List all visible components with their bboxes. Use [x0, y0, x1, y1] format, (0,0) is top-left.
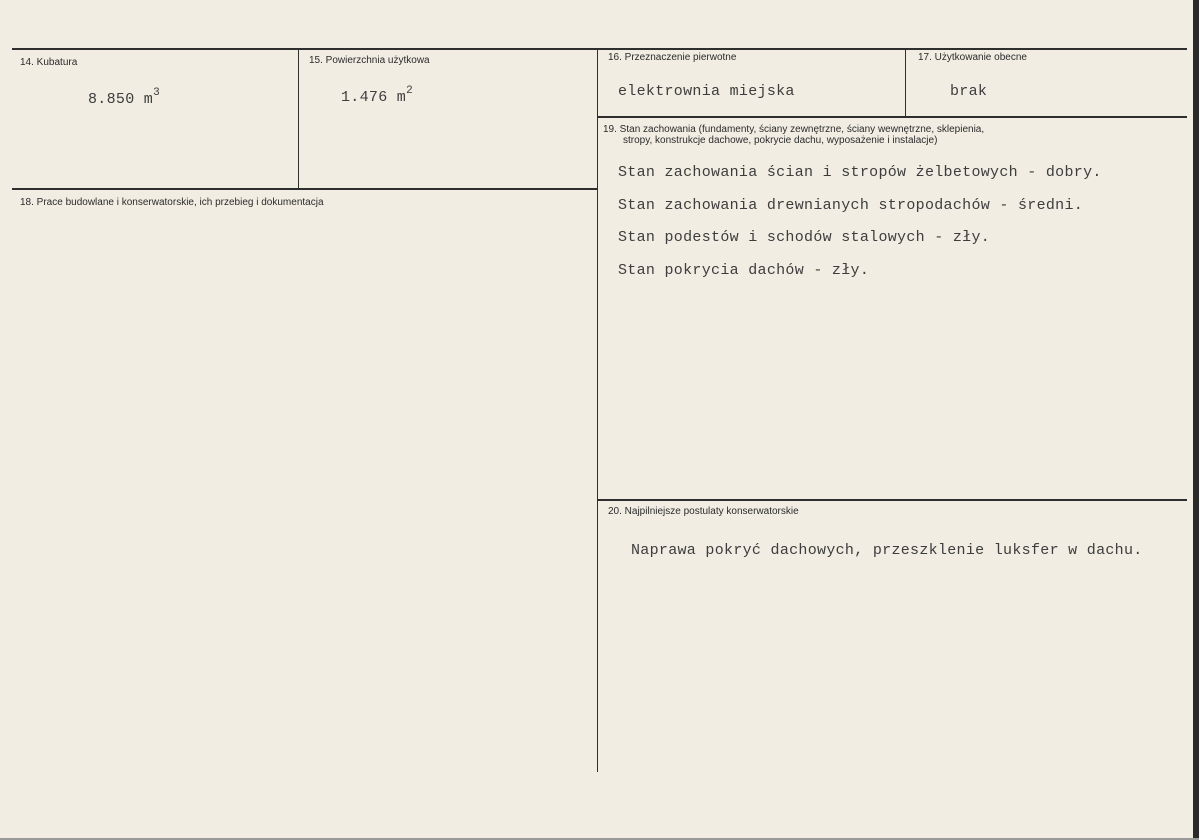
divider-16-17: [905, 48, 906, 116]
przeznaczenie-value: elektrownia miejska: [618, 83, 795, 100]
powierzchnia-value: [341, 87, 413, 106]
rule-above-20: [598, 499, 1187, 501]
przeznaczenie-label: 16. Przeznaczenie pierwotne: [608, 52, 737, 63]
powierzchnia-number: 1.476 m: [341, 89, 407, 106]
powierzchnia-exponent: 2: [406, 85, 414, 97]
stan-zachowania-label-1: 19. Stan zachowania (fundamenty, ściany zewnętrzne, ściany wewnętrzne, sklepienia,: [603, 124, 985, 135]
stan-line: Stan podestów i schodów stalowych - zły.: [618, 229, 991, 246]
kubatura-value: [88, 89, 160, 108]
kubatura-label: 14. Kubatura: [20, 57, 78, 68]
kubatura-number: 8.850 m: [88, 91, 154, 108]
kubatura-exponent: 3: [153, 87, 161, 99]
postulaty-label: 20. Najpilniejsze postulaty konserwatorskie: [608, 506, 799, 517]
stan-line: Stan zachowania drewnianych stropodachów - średni.: [618, 197, 1084, 214]
rule-above-19: [598, 116, 1187, 118]
stan-zachowania-label-2: stropy, konstrukcje dachowe, pokrycie dachu, wyposażenie i instalacje): [623, 135, 938, 146]
divider-left-right: [597, 48, 598, 772]
top-rule: [12, 48, 1187, 50]
powierzchnia-label: 15. Powierzchnia użytkowa: [309, 55, 430, 66]
stan-line: Stan pokrycia dachów - zły.: [618, 262, 870, 279]
rule-above-18: [12, 188, 598, 190]
stan-line: Stan zachowania ścian i stropów żelbetowych - dobry.: [618, 164, 1102, 181]
postulaty-value: Naprawa pokryć dachowych, przeszklenie luksfer w dachu.: [631, 542, 1143, 559]
scan-edge-right: [1193, 0, 1199, 840]
prace-label: 18. Prace budowlane i konserwatorskie, ich przebieg i dokumentacja: [20, 197, 324, 208]
uzytkowanie-value: brak: [950, 83, 988, 100]
uzytkowanie-label: 17. Użytkowanie obecne: [918, 52, 1027, 63]
divider-14-15: [298, 48, 299, 190]
